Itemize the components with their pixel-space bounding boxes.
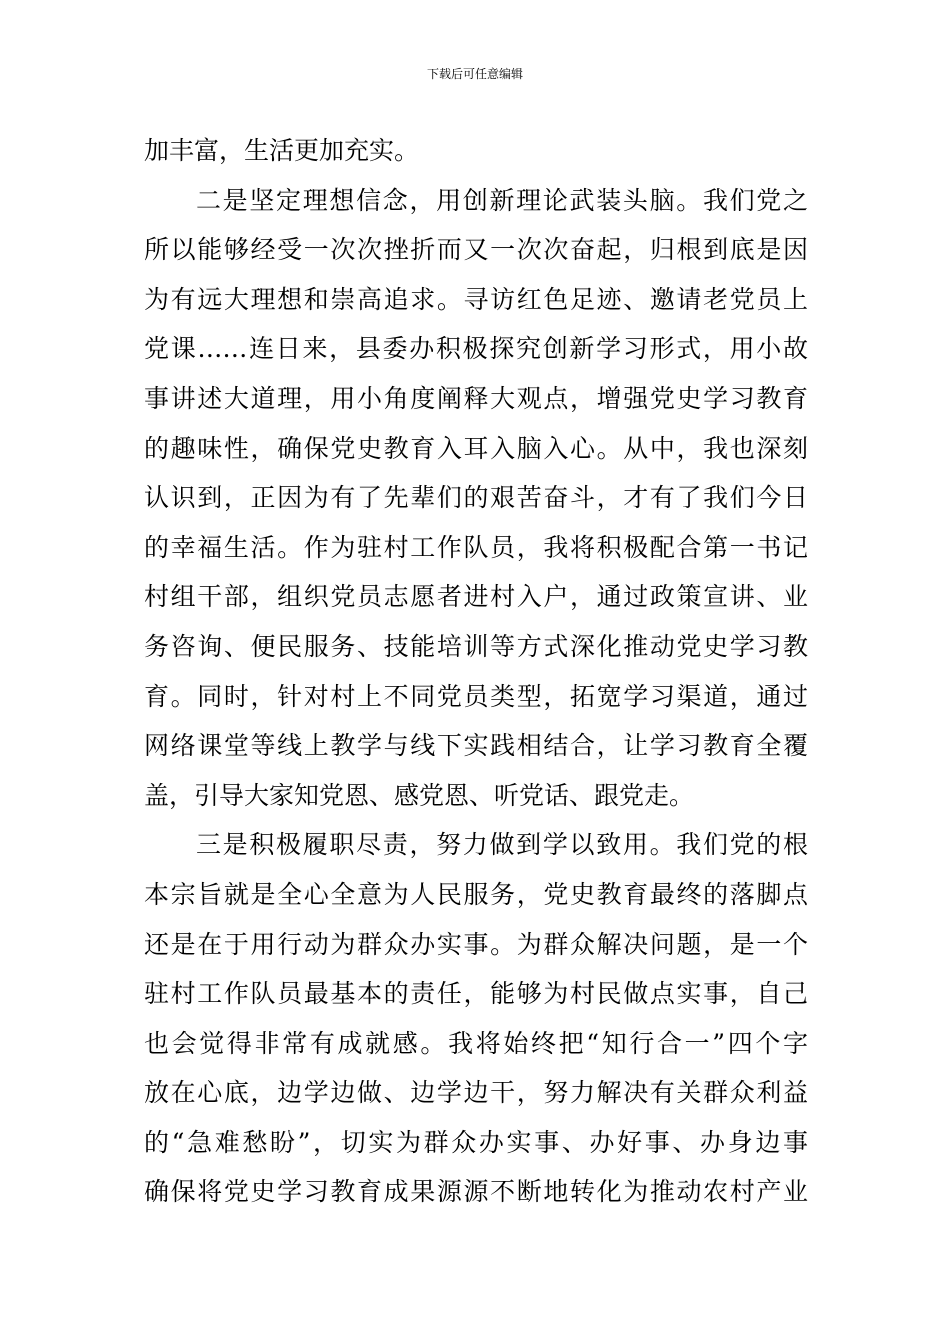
text-line: 认识到，正因为有了先辈们的艰苦奋斗，才有了我们今日 [144,483,808,513]
text-line: 事讲述大道理，用小角度阐释大观点，增强党史学习教育 [144,383,808,413]
text-line: 也会觉得非常有成就感。我将始终把“知行合一”四个字 [144,1028,808,1058]
document-body [144,126,808,1217]
text-line: 还是在于用行动为群众办实事。为群众解决问题，是一个 [144,929,808,959]
text-line: 育。同时，针对村上不同党员类型，拓宽学习渠道，通过 [144,681,808,711]
text-line: 的“急难愁盼”，切实为群众办实事、办好事、办身边事 [144,1127,808,1157]
text-line: 的幸福生活。作为驻村工作队员，我将积极配合第一书记 [144,532,808,562]
text-line-paragraph-start: 二是坚定理想信念，用创新理论武装头脑。我们党之 [196,185,808,215]
text-line: 所以能够经受一次次挫折而又一次次奋起，归根到底是因 [144,235,808,265]
text-line: 的趣味性，确保党史教育入耳入脑入心。从中，我也深刻 [144,433,808,463]
text-line: 本宗旨就是全心全意为人民服务，党史教育最终的落脚点 [144,879,808,909]
text-line: 确保将党史学习教育成果源源不断地转化为推动农村产业 [144,1177,808,1207]
text-line: 党课……连日来，县委办积极探究创新学习形式，用小故 [144,334,808,364]
text-line: 放在心底，边学边做、边学边干，努力解决有关群众利益 [144,1078,808,1108]
text-line-paragraph-start: 三是积极履职尽责，努力做到学以致用。我们党的根 [196,830,808,860]
text-line: 加丰富，生活更加充实。 [144,136,420,165]
page-header: 下载后可任意编辑 [426,67,523,81]
text-line: 务咨询、便民服务、技能培训等方式深化推动党史学习教 [144,631,808,661]
text-line: 网络课堂等线上教学与线下实践相结合，让学习教育全覆 [144,731,808,761]
text-line: 为有远大理想和崇高追求。寻访红色足迹、邀请老党员上 [144,284,808,314]
text-line: 驻村工作队员最基本的责任，能够为村民做点实事，自己 [144,979,808,1009]
text-line-paragraph-end: 盖，引导大家知党恩、感党恩、听党话、跟党走。 [144,780,695,810]
text-line: 村组干部，组织党员志愿者进村入户，通过政策宣讲、业 [144,582,808,612]
